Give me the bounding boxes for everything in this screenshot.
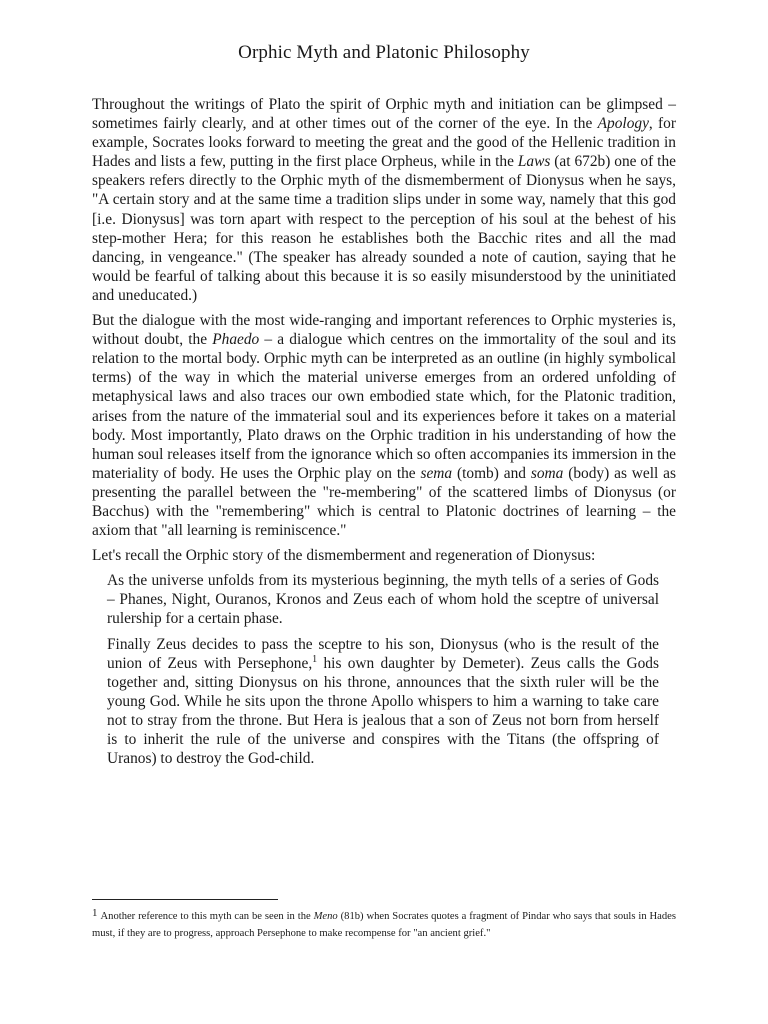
text-run: Another reference to this myth can be seen in the xyxy=(100,911,314,922)
text-run: – a dialogue which centres on the immortality of the soul and its relation to the mortal body. Orphic myth can be interpreted as an outline (in highly symbolical terms) of the way in which the material universe emerges from an ordered unfolding of metaphysical laws and also traces our own embodied state which, for the Platonic tradition, arises from the nature of the immaterial soul and its experiences before it takes on a material body. Most importantly, Plato draws on the Orphic tradition in his understanding of how the human soul releases itself from the ignorance which so often accompanies its immersion in the materiality of body. He uses the Orphic play on the xyxy=(92,331,677,482)
text-run: (body) as well as presenting the parallel between the "re-membering" of the scattered limbs of Dionysus (or Bacchus) with the "remembering" which is central to Platonic doctrines of learning – the axiom that "all learning is reminiscence." xyxy=(92,464,676,540)
footnote xyxy=(92,905,676,942)
footnote-number: 1 xyxy=(92,907,98,919)
text-run: But the dialogue with the most wide-ranging and important references to Orphic mysteries is, without doubt, the xyxy=(92,312,676,349)
italic-phaedo: Phaedo xyxy=(212,331,260,349)
page-title: Orphic Myth and Platonic Philosophy xyxy=(238,42,530,63)
text-run: , for example, Socrates looks forward to meeting the great and the good of the Hellenic tradition in Hades and lists a few, putting in the first place Orpheus, while in the xyxy=(92,115,676,171)
paragraph-apology-laws xyxy=(92,95,676,305)
paragraph-lead-in: Let's recall the Orphic story of the dismemberment and regeneration of Dionysus: xyxy=(92,547,596,565)
italic-apology: Apology xyxy=(597,115,649,133)
text-run: Finally Zeus decides to pass the sceptre to his son, Dionysus (who is the result of the union of Zeus with Persephone, xyxy=(107,635,659,672)
text-run: (81b) when Socrates quotes a fragment of Pindar who says that souls in Hades must, if they are to progress, approach Persephone to make recompense for "an ancient grief." xyxy=(92,911,676,939)
italic-sema: sema xyxy=(420,464,453,482)
text-run: (at 672b) one of the speakers refers directly to the Orphic myth of the dismemberment of Dionysus when he says, "A certain story and at the same time a tradition slips under in some way, namely that this god [i.e. Dionysus] was torn apart with respect to the perception of his soul at the behest of his step-mother Hera; for this reason he establishes both the Bacchic rites and all the mad dancing, in vengeance." (The speaker has already sounded a note of caution, saying that he would be fearful of talking about this because it is so easily misunderstood by the uninitiated and uneducated.) xyxy=(92,153,676,304)
italic-soma: soma xyxy=(530,464,564,482)
text-run: Throughout the writings of Plato the spirit of Orphic myth and initiation can be glimpsed – sometimes fairly clearly, and at other times out of the corner of the eye. In the xyxy=(92,96,676,133)
footnote-ref[interactable]: 1 xyxy=(312,653,318,665)
italic-laws: Laws xyxy=(517,153,551,171)
text-run: his own daughter by Demeter). Zeus calls the Gods together and, sitting Dionysus on his throne, announces that the sixth ruler will be the young God. While he sits upon the throne Apollo whispers to him a warning to take care not to stray from the throne. But Hera is jealous that a son of Zeus not born from herself is to inherit the rule of the universe and conspires with the Titans (the offspring of Uranos) to destroy the God-child. xyxy=(107,654,659,768)
document-body xyxy=(92,95,676,774)
paragraph-phaedo xyxy=(92,311,676,540)
quote-paragraph-gods: As the universe unfolds from its mysterious beginning, the myth tells of a series of Gods – Phanes, Night, Ouranos, Kronos and Zeus each of whom hold the sceptre of universal rulership for a certain phase. xyxy=(107,572,659,628)
italic-meno: Meno xyxy=(313,911,338,922)
footnote-divider xyxy=(92,899,278,900)
quote-paragraph-dionysus xyxy=(92,635,676,769)
text-run: (tomb) and xyxy=(452,464,531,482)
